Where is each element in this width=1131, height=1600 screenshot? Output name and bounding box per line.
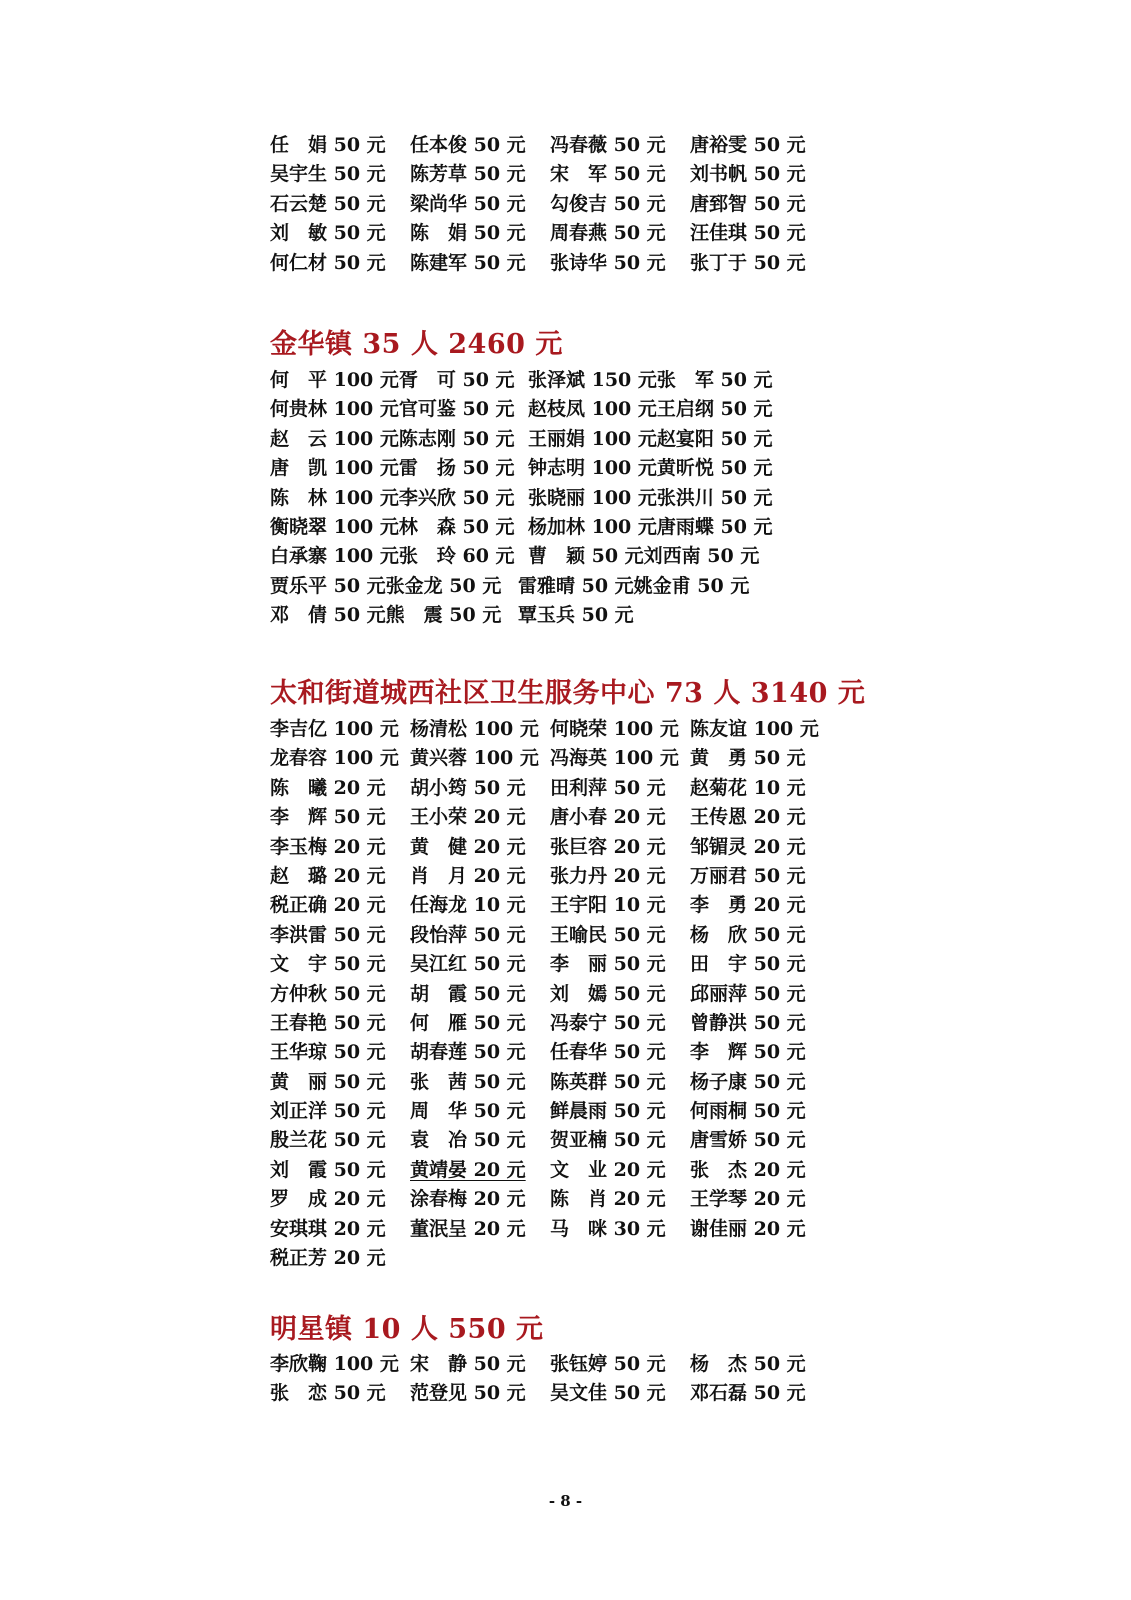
donor-entry: 陈友谊 100 元 xyxy=(690,718,819,740)
donor-entry: 黄 丽 50 元 xyxy=(270,1070,386,1093)
donor-entry: 赵枝凤 100 元王启纲 50 元 xyxy=(528,398,773,421)
list-row xyxy=(270,1009,830,1038)
section-heading-jinhua: 金华镇 35 人 2460 元 xyxy=(270,329,563,360)
donor-entry: 鲜晨雨 50 元 xyxy=(550,1100,666,1123)
donor-entry: 唐郅智 50 元 xyxy=(690,192,806,215)
donor-entry: 杨加林 100 元唐雨蝶 50 元 xyxy=(528,515,773,538)
donor-entry: 谢佳丽 20 元 xyxy=(690,1217,806,1240)
donor-entry: 陈 曦 20 元 xyxy=(270,776,386,799)
donor-entry: 冯春薇 50 元 xyxy=(550,134,666,156)
list-row xyxy=(270,601,773,630)
donor-entry: 张晓丽 100 元张洪川 50 元 xyxy=(528,486,773,509)
donor-entry: 李 辉 50 元 xyxy=(270,806,386,829)
donor-entry: 任海龙 10 元 xyxy=(410,894,526,917)
donor-entry: 王宇阳 10 元 xyxy=(550,894,666,917)
page-number: - 8 - xyxy=(548,1492,583,1510)
list-row xyxy=(270,715,830,744)
list-row xyxy=(270,1068,830,1097)
donor-entry: 唐雪娇 50 元 xyxy=(690,1129,806,1152)
list-row xyxy=(270,542,773,571)
donor-entry: 李吉亿 100 元 xyxy=(270,718,399,740)
donor-entry: 张诗华 50 元 xyxy=(550,251,666,274)
donor-entry: 邹镅灵 20 元 xyxy=(690,835,806,858)
list-row xyxy=(270,1097,830,1126)
list-row xyxy=(270,1126,830,1155)
donor-entry: 钟志明 100 元黄昕悦 50 元 xyxy=(528,457,773,480)
donor-entry: 李 勇 20 元 xyxy=(690,894,806,917)
donor-entry: 董泯呈 20 元 xyxy=(410,1217,526,1240)
donor-entry: 李玉梅 20 元 xyxy=(270,835,386,858)
donor-entry: 贺亚楠 50 元 xyxy=(550,1129,666,1152)
donor-entry: 刘正洋 50 元 xyxy=(270,1100,386,1123)
list-row xyxy=(270,891,830,920)
donor-entry: 唐小春 20 元 xyxy=(550,806,666,829)
donor-entry: 邓 倩 50 元熊 震 50 元 xyxy=(270,604,502,627)
list-row xyxy=(270,190,830,219)
donor-entry: 白承寨 100 元张 玲 60 元 xyxy=(270,545,515,568)
donor-entry: 张丁于 50 元 xyxy=(690,251,806,274)
list-row xyxy=(270,1156,830,1185)
donor-entry: 何 平 100 元胥 可 50 元 xyxy=(270,369,515,391)
donor-entry: 曾静洪 50 元 xyxy=(690,1011,806,1034)
donor-entry: 王喻民 50 元 xyxy=(550,923,666,946)
donor-entry: 张力丹 20 元 xyxy=(550,864,666,887)
donor-entry: 涂春梅 20 元 xyxy=(410,1188,526,1211)
list-row xyxy=(270,833,830,862)
donor-entry: 雷雅晴 50 元姚金甫 50 元 xyxy=(518,574,750,597)
list-row xyxy=(270,131,830,160)
donor-entry: 梁尚华 50 元 xyxy=(410,192,526,215)
donor-entry: 吴宇生 50 元 xyxy=(270,163,386,186)
donor-entry: 安琪琪 20 元 xyxy=(270,1217,386,1240)
donor-entry: 曹 颖 50 元刘西南 50 元 xyxy=(528,545,760,568)
donor-entry: 宋 静 50 元 xyxy=(410,1353,526,1375)
list-row xyxy=(270,862,830,891)
donor-entry: 方仲秋 50 元 xyxy=(270,982,386,1005)
donor-entry: 肖 月 20 元 xyxy=(410,864,526,887)
donor-entry: 马 咪 30 元 xyxy=(550,1217,666,1240)
donor-entry: 任 娟 50 元 xyxy=(270,134,386,156)
list-row xyxy=(270,513,773,542)
donor-entry: 刘 霞 50 元 xyxy=(270,1158,386,1181)
donor-entry: 邱丽萍 50 元 xyxy=(690,982,806,1005)
donor-entry: 汪佳琪 50 元 xyxy=(690,222,806,245)
donor-entry: 刘 敏 50 元 xyxy=(270,222,386,245)
donor-entry: 胡小筠 50 元 xyxy=(410,776,526,799)
donor-entry: 李欣鞠 100 元 xyxy=(270,1353,399,1375)
donor-entry: 龙春容 100 元 xyxy=(270,747,399,770)
donor-entry: 李 丽 50 元 xyxy=(550,953,666,976)
donor-list-top xyxy=(270,131,830,278)
list-row xyxy=(270,484,773,513)
donor-entry: 石云楚 50 元 xyxy=(270,192,386,215)
list-row xyxy=(270,774,830,803)
list-row xyxy=(270,572,773,601)
donor-entry: 陈建军 50 元 xyxy=(410,251,526,274)
section-heading-mingxing: 明星镇 10 人 550 元 xyxy=(270,1314,544,1345)
donor-entry: 王华琼 50 元 xyxy=(270,1041,386,1064)
section-heading-taihe: 太和街道城西社区卫生服务中心 73 人 3140 元 xyxy=(270,678,866,709)
donor-entry: 田 宇 50 元 xyxy=(690,953,806,976)
list-row xyxy=(270,744,830,773)
list-row xyxy=(270,980,830,1009)
donor-entry: 任本俊 50 元 xyxy=(410,134,526,156)
donor-list-mingxing xyxy=(270,1350,830,1409)
donor-entry: 胡 霞 50 元 xyxy=(410,982,526,1005)
list-row xyxy=(270,454,773,483)
donor-entry: 何贵林 100 元官可鉴 50 元 xyxy=(270,398,515,421)
donor-entry: 范登见 50 元 xyxy=(410,1382,526,1405)
donor-entry: 罗 成 20 元 xyxy=(270,1188,386,1211)
list-row xyxy=(270,219,830,248)
donor-entry: 唐 凯 100 元雷 扬 50 元 xyxy=(270,457,515,480)
donor-entry: 勾俊吉 50 元 xyxy=(550,192,666,215)
donor-entry: 税正确 20 元 xyxy=(270,894,386,917)
donor-entry: 吴文佳 50 元 xyxy=(550,1382,666,1405)
donor-entry: 文 宇 50 元 xyxy=(270,953,386,976)
donor-entry: 赵 璐 20 元 xyxy=(270,864,386,887)
donor-entry: 刘书帆 50 元 xyxy=(690,163,806,186)
donor-entry: 赵菊花 10 元 xyxy=(690,776,806,799)
donor-entry: 陈英群 50 元 xyxy=(550,1070,666,1093)
donor-entry: 黄 健 20 元 xyxy=(410,835,526,858)
list-row xyxy=(270,1244,830,1273)
donor-entry: 王小荣 20 元 xyxy=(410,806,526,829)
list-row xyxy=(270,1215,830,1244)
donor-entry: 陈 林 100 元李兴欣 50 元 xyxy=(270,486,515,509)
list-row xyxy=(270,1350,830,1379)
donor-entry: 何晓荣 100 元 xyxy=(550,718,679,740)
donor-entry: 段怡萍 50 元 xyxy=(410,923,526,946)
donor-entry: 张钰婷 50 元 xyxy=(550,1353,666,1375)
donor-entry: 张巨容 20 元 xyxy=(550,835,666,858)
list-row xyxy=(270,425,773,454)
donor-entry: 赵 云 100 元陈志刚 50 元 xyxy=(270,427,515,450)
list-row xyxy=(270,160,830,189)
donor-entry: 何仁材 50 元 xyxy=(270,251,386,274)
list-row xyxy=(270,1379,830,1408)
donor-entry: 税正芳 20 元 xyxy=(270,1247,386,1270)
donor-entry: 王学琴 20 元 xyxy=(690,1188,806,1211)
donor-entry: 冯海英 100 元 xyxy=(550,747,679,770)
donor-entry: 胡春莲 50 元 xyxy=(410,1041,526,1064)
donor-entry: 任春华 50 元 xyxy=(550,1041,666,1064)
donor-list-jinhua xyxy=(270,366,773,631)
donor-entry: 黄 勇 50 元 xyxy=(690,747,806,770)
donor-entry: 张 茜 50 元 xyxy=(410,1070,526,1093)
donor-entry: 黄兴蓉 100 元 xyxy=(410,747,539,770)
list-row xyxy=(270,249,830,278)
donor-entry: 田利萍 50 元 xyxy=(550,776,666,799)
list-row xyxy=(270,950,830,979)
donor-entry: 贾乐平 50 元张金龙 50 元 xyxy=(270,574,502,597)
donor-entry: 黄靖晏 20 元 xyxy=(410,1158,526,1181)
donor-entry: 文 业 20 元 xyxy=(550,1158,666,1181)
list-row xyxy=(270,366,773,395)
donor-entry: 张 杰 20 元 xyxy=(690,1158,806,1181)
donor-entry: 覃玉兵 50 元 xyxy=(518,604,634,627)
donor-entry: 何雨桐 50 元 xyxy=(690,1100,806,1123)
list-row xyxy=(270,1185,830,1214)
donor-entry: 袁 冶 50 元 xyxy=(410,1129,526,1152)
donor-entry: 陈 娟 50 元 xyxy=(410,222,526,245)
donor-entry: 吴江红 50 元 xyxy=(410,953,526,976)
donor-entry: 杨子康 50 元 xyxy=(690,1070,806,1093)
donor-entry: 冯泰宁 50 元 xyxy=(550,1011,666,1034)
list-row xyxy=(270,395,773,424)
donor-entry: 衡晓翠 100 元林 森 50 元 xyxy=(270,515,515,538)
donor-entry: 杨 杰 50 元 xyxy=(690,1353,806,1375)
donor-entry: 王传恩 20 元 xyxy=(690,806,806,829)
list-row xyxy=(270,803,830,832)
donor-entry: 杨 欣 50 元 xyxy=(690,923,806,946)
donor-entry: 杨清松 100 元 xyxy=(410,718,539,740)
list-row xyxy=(270,921,830,950)
donor-entry: 邓石磊 50 元 xyxy=(690,1382,806,1405)
donor-entry: 陈 肖 20 元 xyxy=(550,1188,666,1211)
donor-entry: 唐裕雯 50 元 xyxy=(690,134,806,156)
donor-entry: 万丽君 50 元 xyxy=(690,864,806,887)
donor-entry: 张泽斌 150 元张 军 50 元 xyxy=(528,369,773,391)
donor-entry: 陈芳草 50 元 xyxy=(410,163,526,186)
donor-entry: 李 辉 50 元 xyxy=(690,1041,806,1064)
donor-entry: 宋 军 50 元 xyxy=(550,163,666,186)
donor-entry: 周 华 50 元 xyxy=(410,1100,526,1123)
donor-entry: 李洪雷 50 元 xyxy=(270,923,386,946)
donor-entry: 张 恋 50 元 xyxy=(270,1382,386,1405)
donor-entry: 殷兰花 50 元 xyxy=(270,1129,386,1152)
donor-entry: 周春燕 50 元 xyxy=(550,222,666,245)
donor-entry: 王春艳 50 元 xyxy=(270,1011,386,1034)
donor-entry: 刘 嫣 50 元 xyxy=(550,982,666,1005)
donor-entry: 王丽娟 100 元赵宴阳 50 元 xyxy=(528,427,773,450)
list-row xyxy=(270,1038,830,1067)
donor-list-taihe xyxy=(270,715,830,1273)
donor-entry: 何 雁 50 元 xyxy=(410,1011,526,1034)
